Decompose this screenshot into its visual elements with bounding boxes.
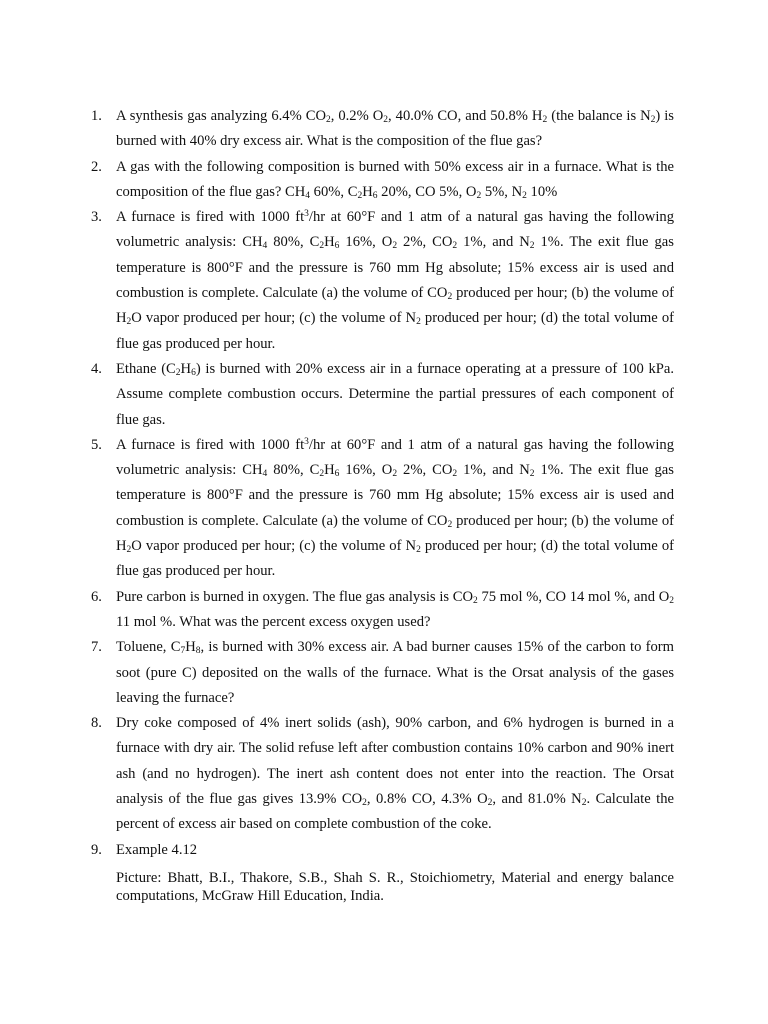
question-text: A gas with the following composition is burned with 50% excess air in a furnace. What is the composition of the flue gas? $CH_4$ 60%, $C_2H_6$ 20%, CO 5%, $O_2$ 5%, $N_2$ 10% — [116, 158, 674, 201]
question-text: Toluene, $C_7H_8$, is burned with 30% excess air. A bad burner causes 15% of the carbon to form soot (pure C) deposited on the walls of the furnace. What is the Orsat analysis of the gases leaving the furnace? — [116, 639, 675, 706]
question-item — [91, 104, 674, 155]
question-item — [91, 433, 674, 585]
question-number: 8. — [91, 715, 102, 732]
question-text: Example 4.12 — [116, 841, 198, 858]
question-item — [91, 711, 674, 837]
question-number: 3. — [91, 209, 102, 226]
question-number: 4. — [91, 360, 102, 377]
question-item — [91, 155, 674, 206]
question-number: 1. — [91, 108, 102, 124]
question-number: 2. — [91, 158, 102, 175]
question-item — [91, 838, 674, 905]
question-item — [91, 205, 674, 357]
question-list — [91, 104, 675, 905]
question-text: A synthesis gas analyzing 6.4% $CO_2$, 0.2% $O_2$, 40.0% CO, and 50.8% $H_2$ (the balance is $N_2$) is burned with 40% dry excess air. What is the composition of the flue gas? — [116, 108, 674, 150]
question-item — [91, 635, 675, 711]
question-item — [91, 585, 674, 636]
question-number: 9. — [91, 841, 102, 858]
question-text: Dry coke composed of 4% inert solids (ash), 90% carbon, and 6% hydrogen is burned in a furnace with dry air. The solid refuse left after combustion contains 10% carbon and 90% inert ash (and no hydrogen). The inert ash content does not enter into the reaction. The Orsat analysis of the flue gas gives 13.9% $CO_2$, 0.8% CO, 4.3% $O_2$, and 81.0% $N_2$. Calculate the percent of excess air based on complete combustion of the coke. — [116, 715, 674, 833]
question-text: Ethane $(C_2H_6)$ is burned with 20% excess air in a furnace operating at a pressure of 100 kPa. Assume complete combustion occurs. Determine the partial pressures of each component of flue gas. — [116, 360, 674, 428]
question-number: 5. — [91, 436, 102, 453]
source-citation: Picture: Bhatt, B.I., Thakore, S.B., Shah S. R., Stoichiometry, Material and energy balance computations, McGraw Hill Education, India. — [116, 869, 674, 904]
question-text: Pure carbon is burned in oxygen. The flue gas analysis is $CO_2$ 75 mol %, CO 14 mol %, and $O_2$ 11 mol %. What was the percent excess oxygen used? — [116, 588, 674, 630]
question-text: A furnace is fired with 1000 $ft^3/hr$ at 60°F and 1 atm of a natural gas having the following volumetric analysis: $CH_4$ 80%, $C_2H_6$ 16%, $O_2$ 2%, $CO_2$ 1%, and $N_2$ 1%. The exit flue gas temperature is 800°F and the pressure is 760 mm Hg absolute; 15% excess air is used and combustion is complete. Calculate (a) the volume of $CO_2$ produced per hour; (b) the volume of $H_2O$ vapor produced per hour; (c) the volume of $N_2$ produced per hour; (d) the total volume of flue gas produced per hour. — [116, 436, 674, 580]
question-number: 7. — [91, 639, 102, 656]
question-text: A furnace is fired with 1000 $ft^3/hr$ at 60°F and 1 atm of a natural gas having the following volumetric analysis: $CH_4$ 80%, $C_2H_6$ 16%, $O_2$ 2%, $CO_2$ 1%, and $N_2$ 1%. The exit flue gas temperature is 800°F and the pressure is 760 mm Hg absolute; 15% excess air is used and combustion is complete. Calculate (a) the volume of $CO_2$ produced per hour; (b) the volume of $H_2O$ vapor produced per hour; (c) the volume of $N_2$ produced per hour; (d) the total volume of flue gas produced per hour. — [116, 209, 674, 352]
question-number: 6. — [91, 588, 102, 605]
question-item — [91, 357, 674, 433]
